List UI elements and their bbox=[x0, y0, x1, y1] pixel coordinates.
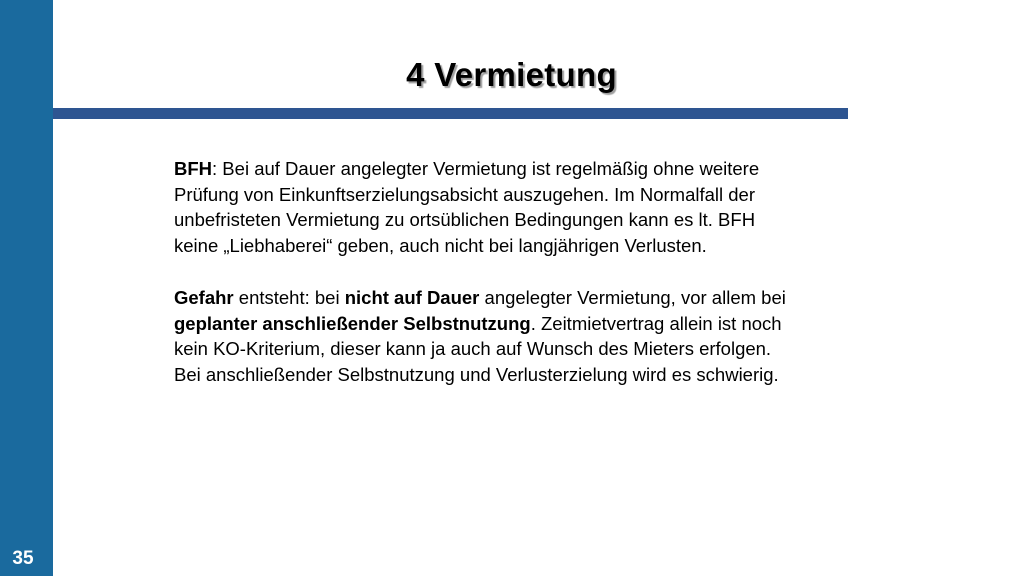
title-underline-bar bbox=[53, 108, 848, 119]
term-gefahr: Gefahr bbox=[174, 286, 234, 308]
slide-body bbox=[174, 156, 794, 388]
slide-title: 4 Vermietung bbox=[406, 56, 617, 93]
term-nicht-auf-dauer: nicht auf Dauer bbox=[344, 286, 480, 308]
term-bfh: BFH bbox=[174, 158, 213, 179]
paragraph-gefahr bbox=[174, 285, 794, 388]
text-bfh-rule: : Bei auf Dauer angelegter Vermietung ist regelmäßig ohne weitere Prüfung von Einkunftserzielungsabsicht auszugehen. Im Normalfall der unbefristeten Vermietung zu ortsüblichen Bedingungen kann es lt. BFH keine „Liebhaberei“ geben, auch nicht bei langjährigen Verlusten. bbox=[174, 158, 760, 257]
term-selbstnutzung: geplanter anschließender Selbstnutzung bbox=[174, 312, 531, 334]
slide-number: 35 bbox=[12, 548, 34, 569]
text-angelegter-vermietung: angelegter Vermietung, vor allem bei bbox=[479, 286, 786, 308]
text-zeitmietvertrag: . Zeitmietvertrag allein ist noch kein KO-Kriterium, dieser kann ja auch auf Wunsch des Mieters erfolgen. Bei anschließender Selbstnutzung und Verlusterzielung wird es schwierig. bbox=[174, 312, 782, 385]
text-entsteht: entsteht: bei bbox=[233, 286, 345, 308]
paragraph-bfh bbox=[174, 156, 794, 259]
left-accent-bar bbox=[0, 0, 53, 576]
